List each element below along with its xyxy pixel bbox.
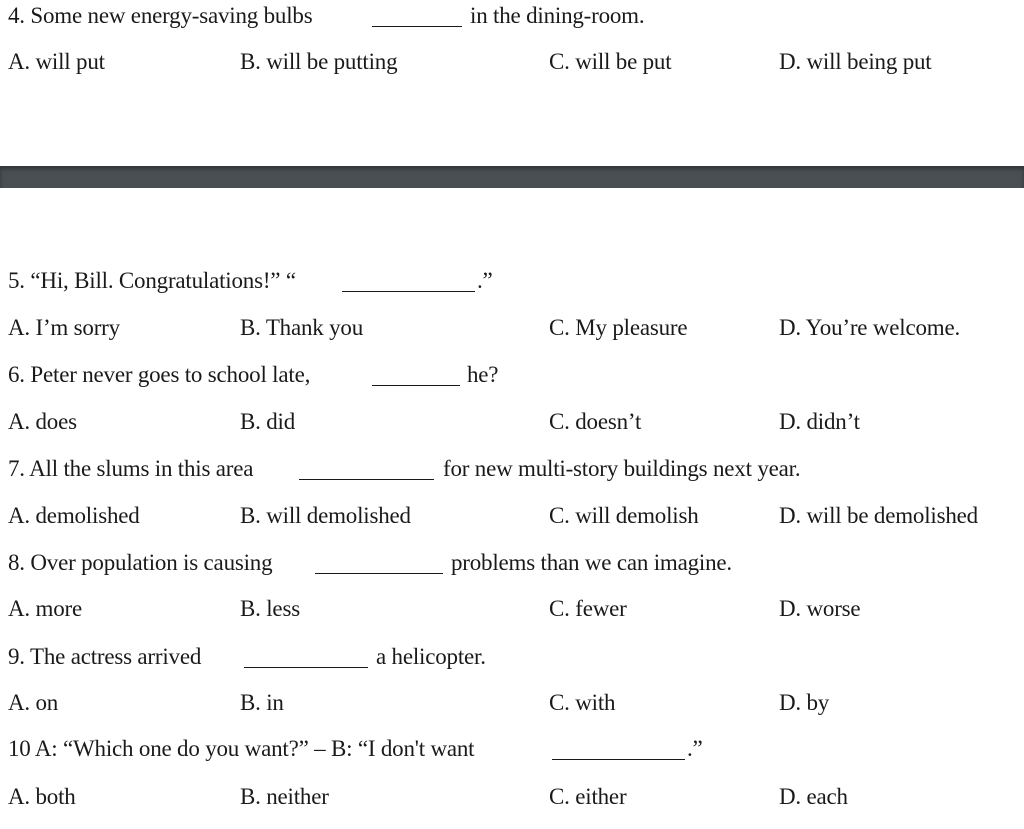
question-stem-8-after: problems than we can imagine.	[451, 550, 732, 575]
question-stem-10-before: 10 A: “Which one do you want?” – B: “I don't want	[8, 736, 475, 761]
option-6a: A. does	[8, 409, 77, 434]
option-5a: A. I’m sorry	[8, 315, 120, 340]
question-stem-4-before: 4. Some new energy-saving bulbs	[8, 3, 313, 28]
document-page-bottom	[0, 188, 1024, 829]
question-stem-6-before: 6. Peter never goes to school late,	[8, 362, 311, 387]
question-stem-4-after: in the dining-room.	[470, 3, 645, 28]
option-6d: D. didn’t	[779, 409, 860, 434]
question-stem-5-before: 5. “Hi, Bill. Congratulations!” “	[8, 268, 296, 293]
option-10d: D. each	[779, 784, 848, 809]
option-6c: C. doesn’t	[549, 409, 642, 434]
question-stem-6-after: he?	[467, 362, 499, 387]
option-5d: D. You’re welcome.	[779, 315, 961, 340]
question-stem-7-after: for new multi-story buildings next year.	[443, 456, 801, 481]
option-4b: B. will be putting	[240, 49, 398, 74]
option-10a: A. both	[8, 784, 76, 809]
option-8b: B. less	[240, 596, 300, 621]
option-9b: B. in	[240, 690, 284, 715]
answer-blank-6	[372, 385, 460, 386]
option-9c: C. with	[549, 690, 616, 715]
answer-blank-7	[299, 479, 434, 480]
option-7c: C. will demolish	[549, 503, 699, 528]
page-separator	[0, 166, 1024, 188]
option-8d: D. worse	[779, 596, 861, 621]
option-7a: A. demolished	[8, 503, 140, 528]
option-6b: B. did	[240, 409, 296, 434]
option-4a: A. will put	[8, 49, 105, 74]
option-4c: C. will be put	[549, 49, 672, 74]
option-4d: D. will being put	[779, 49, 932, 74]
option-5c: C. My pleasure	[549, 315, 688, 340]
option-5b: B. Thank you	[240, 315, 364, 340]
answer-blank-5	[342, 291, 475, 292]
answer-blank-9	[244, 667, 368, 668]
answer-blank-10	[552, 759, 685, 760]
option-7b: B. will demolished	[240, 503, 411, 528]
option-8c: C. fewer	[549, 596, 627, 621]
question-stem-7-before: 7. All the slums in this area	[8, 456, 254, 481]
option-7d: D. will be demolished	[779, 503, 978, 528]
option-10b: B. neither	[240, 784, 329, 809]
question-stem-5-after: .”	[477, 268, 493, 293]
option-8a: A. more	[8, 596, 82, 621]
option-10c: C. either	[549, 784, 627, 809]
question-stem-10-after: .”	[687, 736, 703, 761]
answer-blank-4	[372, 26, 462, 27]
document-page-top	[0, 0, 1024, 167]
question-stem-8-before: 8. Over population is causing	[8, 550, 273, 575]
option-9a: A. on	[8, 690, 59, 715]
question-stem-9-after: a helicopter.	[376, 644, 486, 669]
answer-blank-8	[315, 573, 443, 574]
option-9d: D. by	[779, 690, 830, 715]
question-stem-9-before: 9. The actress arrived	[8, 644, 202, 669]
